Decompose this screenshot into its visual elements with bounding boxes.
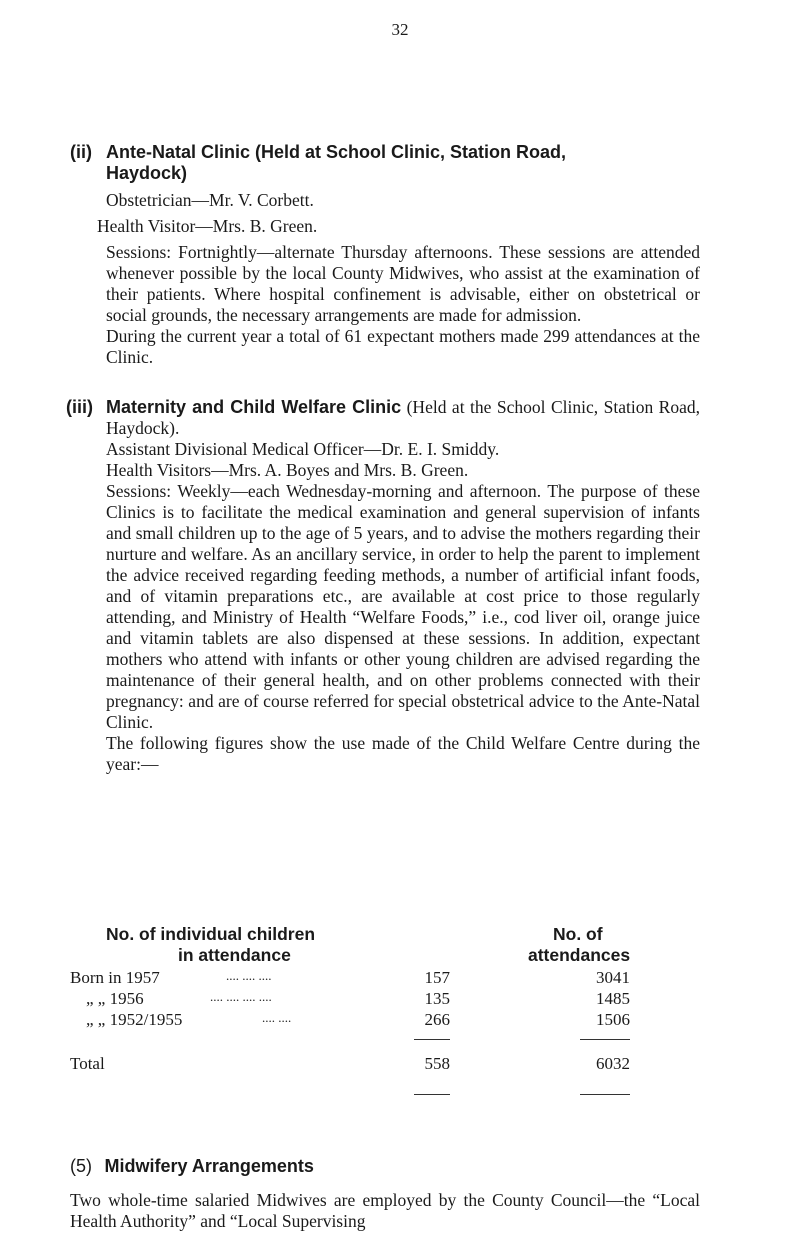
midwifery-heading [70,1156,314,1177]
sessions-paragraph: Sessions: Fortnightly—alternate Thursday afternoons. These sessions are attended whenever possible by the local County Midwives, who assist at the examination of their patients. Where hospital confinement is advisable, either on obstetrical or social grounds, the necessary arrangements are made for admission. [106,242,700,325]
health-visitor-line: Health Visitor—Mrs. B. Green. [97,216,318,236]
section-title [106,397,700,439]
section-title-rest: (Held at the School Clinic, Station Road, Haydock). [106,397,700,438]
children-count: 135 [424,989,450,1008]
section-title-cont: Haydock) [106,163,188,183]
obstetrician-line: Obstetrician—Mr. V. Corbett. [106,190,314,210]
col2-header-line2: attendances [528,945,631,965]
attendances-count: 3041 [596,968,630,987]
subtotal-rule-children [414,1039,450,1040]
row-label: „ „ 1952/1955 [86,1010,183,1029]
total-rule-children [414,1094,450,1095]
attendance-table [70,924,680,1144]
midwifery-paragraph: Two whole-time salaried Midwives are employed by the County Council—the “Local Health Authority” and “Local Supervising [70,1190,700,1231]
assistant-line: Assistant Divisional Medical Officer—Dr. E. I. Smiddy. [106,439,500,459]
section-title: Ante-Natal Clinic (Held at School Clinic, Station Road, [106,142,567,162]
subtotal-rule-attendances [580,1039,630,1040]
row-label: Born in 1957 [70,968,160,987]
row-label: „ „ 1956 [86,989,144,1008]
total-attendances: 6032 [596,1054,630,1073]
col2-header-line1: No. of [553,924,603,944]
section-maternity-clinic [66,397,700,775]
section-title-bold: Maternity and Child Welfare Clinic [106,397,402,417]
total-rule-attendances [580,1094,630,1095]
health-visitors-line: Health Visitors—Mrs. A. Boyes and Mrs. B. Green. [106,460,469,480]
section-label: (5) [70,1156,92,1176]
total-label: Total [70,1054,105,1073]
attendances-count: 1506 [596,1010,630,1029]
section-title: Midwifery Arrangements [104,1156,314,1176]
current-year-paragraph: During the current year a total of 61 expectant mothers made 299 attendances at the Clinic. [106,326,700,367]
section-label: (iii) [66,397,93,417]
children-count: 157 [424,968,450,987]
page-number: 32 [391,20,409,39]
attendances-count: 1485 [596,989,630,1008]
total-children: 558 [424,1054,450,1073]
row-dots: .... .... [262,1010,292,1025]
col1-header-line1: No. of individual children [106,924,316,944]
sessions-paragraph: Sessions: Weekly—each Wednesday-morning and afternoon. The purpose of these Clinics is to facilitate the medical examination and general supervision of infants and small children up to the age of 5 years, and to advise the mothers regarding their nurture and welfare. As an ancillary service, in order to help the parent to implement the advice received regarding feeding methods, a number of artificial infant foods, and of vitamin preparations etc., are available at cost price to those regularly attending, and Ministry of Health “Welfare Foods,” i.e., cod liver oil, orange juice and vitamin tablets are also dispensed at these sessions. In addition, expectant mothers who attend with infants or other young children are advised regarding the maintenance of their general health, and on other problems connected with their pregnancy: and are of course referred for special obstetrical advice to the Ante-Natal Clinic. [106,481,700,732]
section-label: (ii) [70,142,92,162]
children-count: 266 [424,1010,450,1029]
row-dots: .... .... .... .... [210,989,272,1004]
section-ante-natal-clinic [70,142,700,368]
following-paragraph: The following figures show the use made of the Child Welfare Centre during the year:— [106,733,700,774]
col1-header-line2: in attendance [178,945,291,965]
row-dots: .... .... .... [226,968,272,983]
